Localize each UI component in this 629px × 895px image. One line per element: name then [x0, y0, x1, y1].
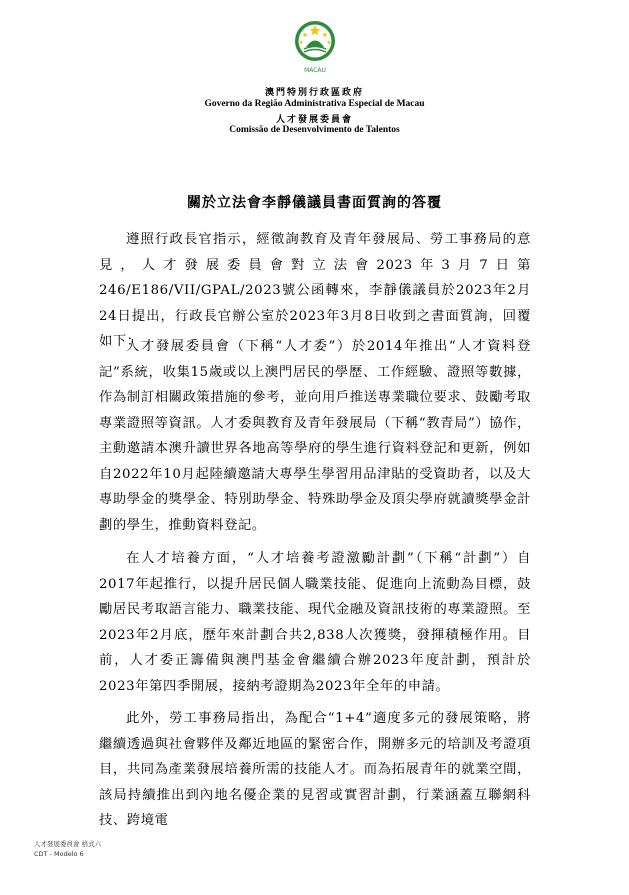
- footer-form-cn: 人才發展委員會 格式六: [34, 840, 102, 848]
- paragraph-3: 在人才培養方面，“人才培養考證激勵計劃”（下稱“計劃”）自2017年起推行，以提升居民個人職業技能、促進向上流動為目標，鼓勵居民考取語言能力、職業技能、現代金融及資訊技術的專業證照。至2023年2月底，歷年來計劃合共2,838人次獲獎，發揮積極作用。目前，人才委正籌備與澳門基金會繼續合辦2023年度計劃，預計於2023年第四季開展，接納考證期為2023年全年的申請。: [99, 551, 531, 694]
- paragraph-4: 此外，勞工事務局指出，為配合“1+4”適度多元的發展策略，將繼續透過與社會夥伴及鄰近地區的緊密合作，開辦多元的培訓及考證項目，共同為產業發展培養所需的技能人才。而為拓展青年的就業空間，該局持續推出到內地名優企業的見習或實習計劃，行業涵蓋互聯網科技、跨境電: [99, 711, 531, 828]
- department-name-cn: 人才發展委員會: [275, 115, 353, 125]
- document-title: 關於立法會李靜儀議員書面質詢的答覆: [187, 195, 442, 211]
- paragraph-1: 遵照行政長官指示，經徵詢教育及青年發展局、勞工事務局的意見，人才發展委員會對立法會2023年3月7日第246/E186/VII/GPAL/2023號公函轉來，李靜儀議員於2023年2月24日提出，行政長官辦公室於2023年3月8日收到之書面質詢，回覆如下：: [99, 232, 531, 349]
- macau-emblem-icon: [292, 20, 338, 76]
- government-name-pt: Governo da Região Administrativa Especial de Macau: [204, 99, 425, 109]
- government-name-cn: 澳門特別行政區政府: [264, 88, 364, 98]
- department-name-pt: Comissão de Desenvolvimento de Talentos: [229, 125, 400, 135]
- footer-form-code: CDT - Modelo 6: [34, 850, 84, 858]
- emblem-label: MACAU: [304, 67, 326, 74]
- paragraph-2: 人才發展委員會（下稱“人才委”）於2014年推出“人才資料登記”系統，收集15歲或以上澳門居民的學歷、工作經驗、證照等數據，作為制訂相關政策措施的參考，並向用戶推送專業職位要求、鼓勵考取專業證照等資訊。人才委與教育及青年發展局（下稱“教青局”）協作，主動邀請本澳升讀世界各地高等學府的學生進行資料登記和更新，例如自2022年10月起陸續邀請大專學生學習用品津貼的受資助者，以及大專助學金的獎學金、特別助學金、特殊助學金及頂尖學府就讀獎學金計劃的學生，推動資料登記。: [99, 339, 531, 533]
